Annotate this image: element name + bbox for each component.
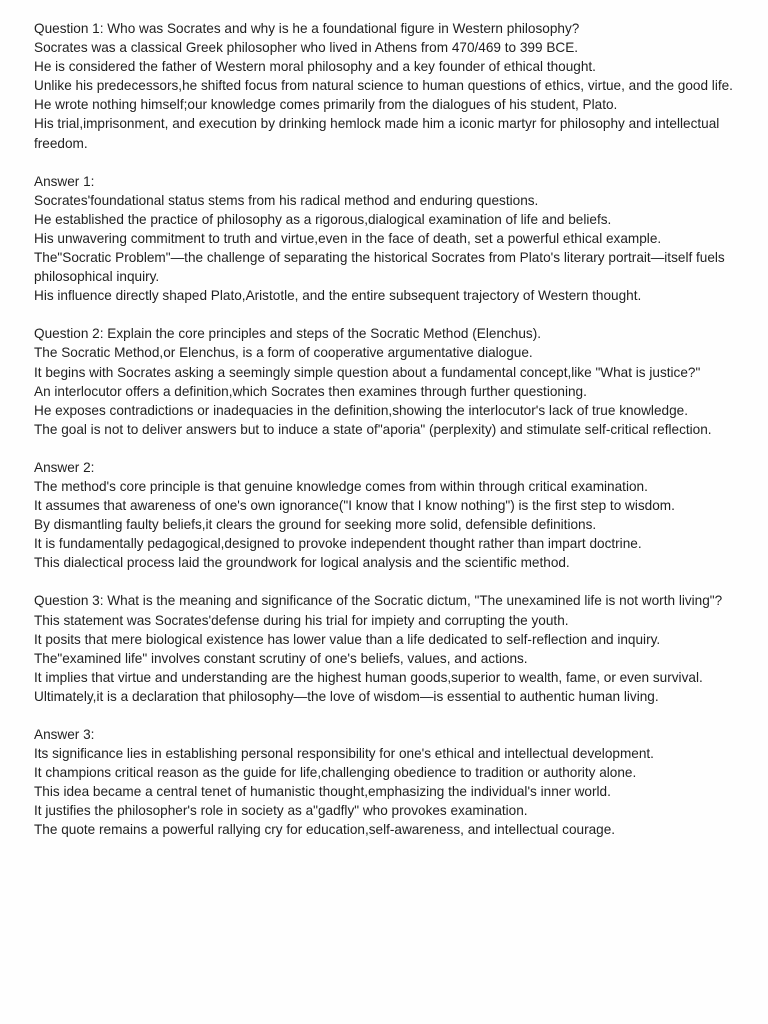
question-1-heading: Question 1: Who was Socrates and why is he a foundational figure in Western philosophy? [34,21,580,36]
question-2-line: An interlocutor offers a definition,which Socrates then examines through further questioning. [34,383,587,399]
answer-1-block [34,172,738,306]
answer-1-line: The"Socratic Problem"—the challenge of separating the historical Socrates from Plato's literary portrait—itself fuels philosophical inquiry. [34,250,725,285]
answer-2-line: By dismantling faulty beliefs,it clears the ground for seeking more solid, defensible definitions. [34,517,597,533]
question-1-line: He is considered the father of Western moral philosophy and a key founder of ethical thought. [34,59,596,75]
question-3-line: It implies that virtue and understanding are the highest human goods,superior to wealth, fame, or even survival. [34,669,703,685]
answer-1-line: His unwavering commitment to truth and virtue,even in the face of death, set a powerful ethical example. [34,230,662,246]
question-2-heading: Question 2: Explain the core principles and steps of the Socratic Method (Elenchus). [34,326,542,342]
question-1-block [34,19,738,153]
answer-2-line: The method's core principle is that genuine knowledge comes from within through critical examination. [34,478,648,494]
answer-1-line: He established the practice of philosophy as a rigorous,dialogical examination of life and beliefs. [34,211,612,227]
question-3-block [34,591,738,706]
answer-3-line: The quote remains a powerful rallying cry for education,self-awareness, and intellectual courage. [34,822,616,838]
question-1-line: Unlike his predecessors,he shifted focus from natural science to human questions of ethics, virtue, and the good life. [34,78,733,94]
question-3-line: This statement was Socrates'defense during his trial for impiety and corrupting the youth. [34,612,569,628]
question-2-block [34,324,738,439]
answer-1-heading: Answer 1: [34,173,95,189]
answer-3-line: It justifies the philosopher's role in society as a"gadfly" who provokes examination. [34,803,528,819]
answer-3-line: This idea became a central tenet of humanistic thought,emphasizing the individual's inner world. [34,784,611,800]
answer-3-line: It champions critical reason as the guide for life,challenging obedience to tradition or authority alone. [34,765,637,781]
answer-1-line: Socrates'foundational status stems from his radical method and enduring questions. [34,192,539,208]
question-3-line: The"examined life" involves constant scrutiny of one's beliefs, values, and actions. [34,650,528,666]
answer-1-line: His influence directly shaped Plato,Aristotle, and the entire subsequent trajectory of Western thought. [34,288,642,304]
question-1-line: Socrates was a classical Greek philosopher who lived in Athens from 470/469 to 399 BCE. [34,40,579,56]
answer-2-line: This dialectical process laid the groundwork for logical analysis and the scientific method. [34,555,570,571]
question-2-line: It begins with Socrates asking a seemingly simple question about a fundamental concept,like "What is justice?" [34,364,701,380]
question-3-line: Ultimately,it is a declaration that philosophy—the love of wisdom—is essential to authentic human living. [34,688,659,704]
question-3-line: It posits that mere biological existence has lower value than a life dedicated to self-reflection and inquiry. [34,631,661,647]
question-2-line: He exposes contradictions or inadequacies in the definition,showing the interlocutor's lack of true knowledge. [34,402,688,418]
answer-2-line: It assumes that awareness of one's own ignorance("I know that I know nothing") is the first step to wisdom. [34,498,675,514]
answer-2-line: It is fundamentally pedagogical,designed to provoke independent thought rather than impart doctrine. [34,536,642,552]
question-2-line: The Socratic Method,or Elenchus, is a form of cooperative argumentative dialogue. [34,345,533,361]
question-3-heading: Question 3: What is the meaning and significance of the Socratic dictum, "The unexamined life is not worth living"? [34,593,723,609]
answer-3-line: Its significance lies in establishing personal responsibility for one's ethical and intellectual development. [34,746,654,762]
question-2-line: The goal is not to deliver answers but to induce a state of"aporia" (perplexity) and stimulate self-critical reflection. [34,421,712,437]
answer-3-heading: Answer 3: [34,727,95,742]
answer-2-heading: Answer 2: [34,459,95,475]
answer-2-block [34,458,738,573]
question-1-line: He wrote nothing himself;our knowledge comes primarily from the dialogues of his student, Plato. [34,97,618,113]
question-1-line: His trial,imprisonment, and execution by drinking hemlock made him a iconic martyr for philosophy and intellectual freedom. [34,116,720,151]
answer-3-block [34,725,738,840]
